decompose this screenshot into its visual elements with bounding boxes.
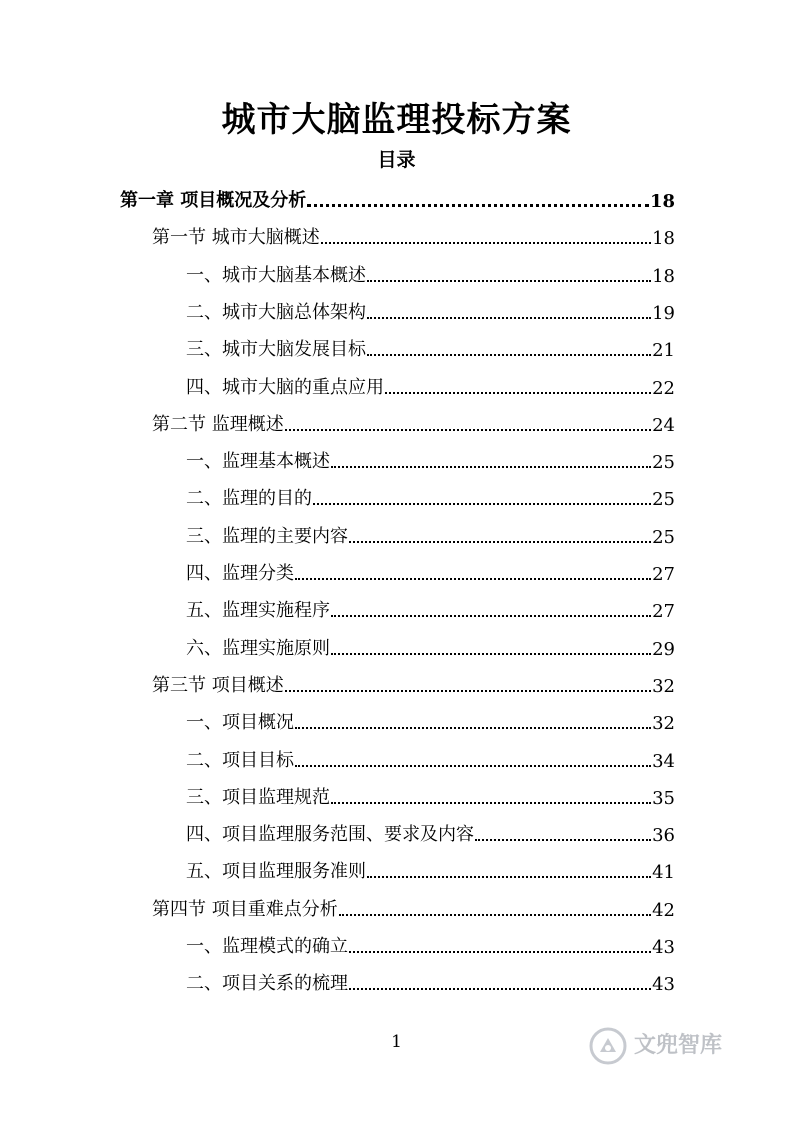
toc-entry-label: 五、监理实施程序 (186, 600, 330, 622)
toc-entry-page: 27 (652, 564, 675, 585)
toc-entry-page: 25 (652, 526, 675, 548)
toc-entry[interactable] (186, 853, 675, 883)
toc-entry-label: 第二节 监理概述 (152, 413, 284, 435)
toc-entry[interactable] (152, 406, 675, 436)
toc-leader-dots (285, 429, 651, 431)
toc-leader-dots (295, 727, 651, 729)
toc-entry-page: 43 (652, 974, 675, 996)
toc-entry-label: 一、监理基本概述 (186, 451, 330, 473)
toc-entry[interactable] (186, 294, 675, 324)
toc-entry-label: 二、项目关系的梳理 (186, 973, 348, 995)
toc-entry-page: 42 (652, 899, 675, 921)
toc-entry-page: 32 (652, 713, 675, 735)
toc-leader-dots (367, 876, 651, 878)
toc-entry-label: 二、项目目标 (186, 749, 294, 771)
toc-leader-dots (349, 951, 651, 953)
page-number: 1 (391, 1032, 402, 1052)
toc-entry[interactable] (186, 592, 675, 622)
toc-entry[interactable] (186, 480, 675, 510)
toc-entry-label: 第四节 项目重难点分析 (152, 898, 338, 920)
toc-entry-page: 36 (652, 825, 675, 847)
toc-entry[interactable] (186, 965, 675, 995)
document-title: 城市大脑监理投标方案 (221, 100, 572, 140)
toc-entry-page: 24 (652, 414, 675, 436)
toc-entry-label: 一、监理模式的确立 (186, 936, 348, 957)
toc-entry-page: 32 (652, 675, 675, 697)
toc-leader-dots (367, 354, 651, 356)
toc-leader-dots (349, 541, 651, 543)
watermark (588, 1022, 758, 1070)
toc-entry[interactable] (186, 928, 675, 958)
toc-entry[interactable] (186, 779, 675, 809)
toc-entry-label: 三、项目监理规范 (186, 786, 330, 808)
toc-leader-dots (295, 765, 651, 767)
toc-entry-label: 第一节 城市大脑概述 (152, 227, 320, 249)
toc-leader-dots (307, 204, 649, 207)
toc-entry-label: 二、城市大脑总体架构 (186, 301, 366, 323)
toc-leader-dots (339, 914, 651, 916)
toc-entry[interactable] (186, 816, 675, 846)
toc-entry-page: 27 (652, 601, 675, 623)
toc-entry-label: 第一章 项目概况及分析 (120, 190, 307, 211)
toc-entry-page: 18 (652, 265, 675, 287)
wendou-logo-icon (588, 1026, 628, 1066)
toc-entry[interactable] (186, 331, 675, 361)
toc-leader-dots (331, 466, 651, 468)
toc-entry-label: 一、城市大脑基本概述 (186, 264, 366, 286)
toc-entry-page: 25 (652, 489, 675, 511)
toc-leader-dots (367, 317, 651, 319)
toc-entry[interactable] (186, 630, 675, 660)
toc-leader-dots (349, 988, 651, 990)
toc-entry[interactable] (120, 182, 675, 212)
toc-entry-page: 29 (652, 638, 675, 660)
toc-leader-dots (367, 280, 651, 282)
toc-entry-label: 二、监理的目的 (186, 488, 312, 510)
toc-entry[interactable] (186, 257, 675, 287)
toc-leader-dots (331, 802, 651, 804)
toc-entry[interactable] (186, 555, 675, 585)
toc-entry[interactable] (152, 891, 675, 921)
toc-entry[interactable] (186, 704, 675, 734)
toc-entry[interactable] (186, 443, 675, 473)
toc-entry-page: 41 (652, 862, 675, 884)
toc-entry-label: 第三节 项目概述 (152, 674, 284, 696)
toc-entry-label: 三、城市大脑发展目标 (186, 339, 366, 361)
toc-leader-dots (321, 242, 651, 244)
toc-entry-label: 三、监理的主要内容 (186, 525, 348, 547)
toc-leader-dots (295, 578, 651, 580)
toc-entry[interactable] (186, 369, 675, 399)
toc-entry-page: 43 (652, 937, 675, 958)
toc-entry-page: 21 (652, 340, 675, 362)
toc-leader-dots (385, 392, 651, 394)
toc-entry-page: 22 (652, 377, 675, 399)
toc-entry-page: 18 (652, 228, 675, 250)
watermark-brand: 文兜智库 (634, 1033, 723, 1058)
toc-entry[interactable] (186, 518, 675, 548)
toc-entry-page: 35 (652, 787, 675, 809)
toc-entry-page: 18 (649, 191, 675, 212)
toc-entry-label: 四、项目监理服务范围、要求及内容 (186, 824, 474, 846)
toc-entry[interactable] (152, 667, 675, 697)
toc-entry-label: 四、监理分类 (186, 563, 294, 584)
toc-entry-page: 19 (652, 302, 675, 324)
toc-entry-page: 25 (652, 452, 675, 474)
toc-entry[interactable] (152, 219, 675, 249)
toc-entry-label: 一、项目概况 (186, 712, 294, 734)
toc-heading: 目录 (377, 149, 416, 171)
toc-leader-dots (285, 690, 651, 692)
toc-leader-dots (331, 653, 651, 655)
toc-entry[interactable] (186, 742, 675, 772)
toc-leader-dots (313, 503, 651, 505)
toc-entry-page: 34 (652, 750, 675, 772)
toc-entry-label: 四、城市大脑的重点应用 (186, 376, 384, 398)
toc-entry-label: 五、项目监理服务准则 (186, 861, 366, 883)
toc-entry-label: 六、监理实施原则 (186, 637, 330, 659)
toc-leader-dots (475, 839, 651, 841)
toc-leader-dots (331, 615, 651, 617)
